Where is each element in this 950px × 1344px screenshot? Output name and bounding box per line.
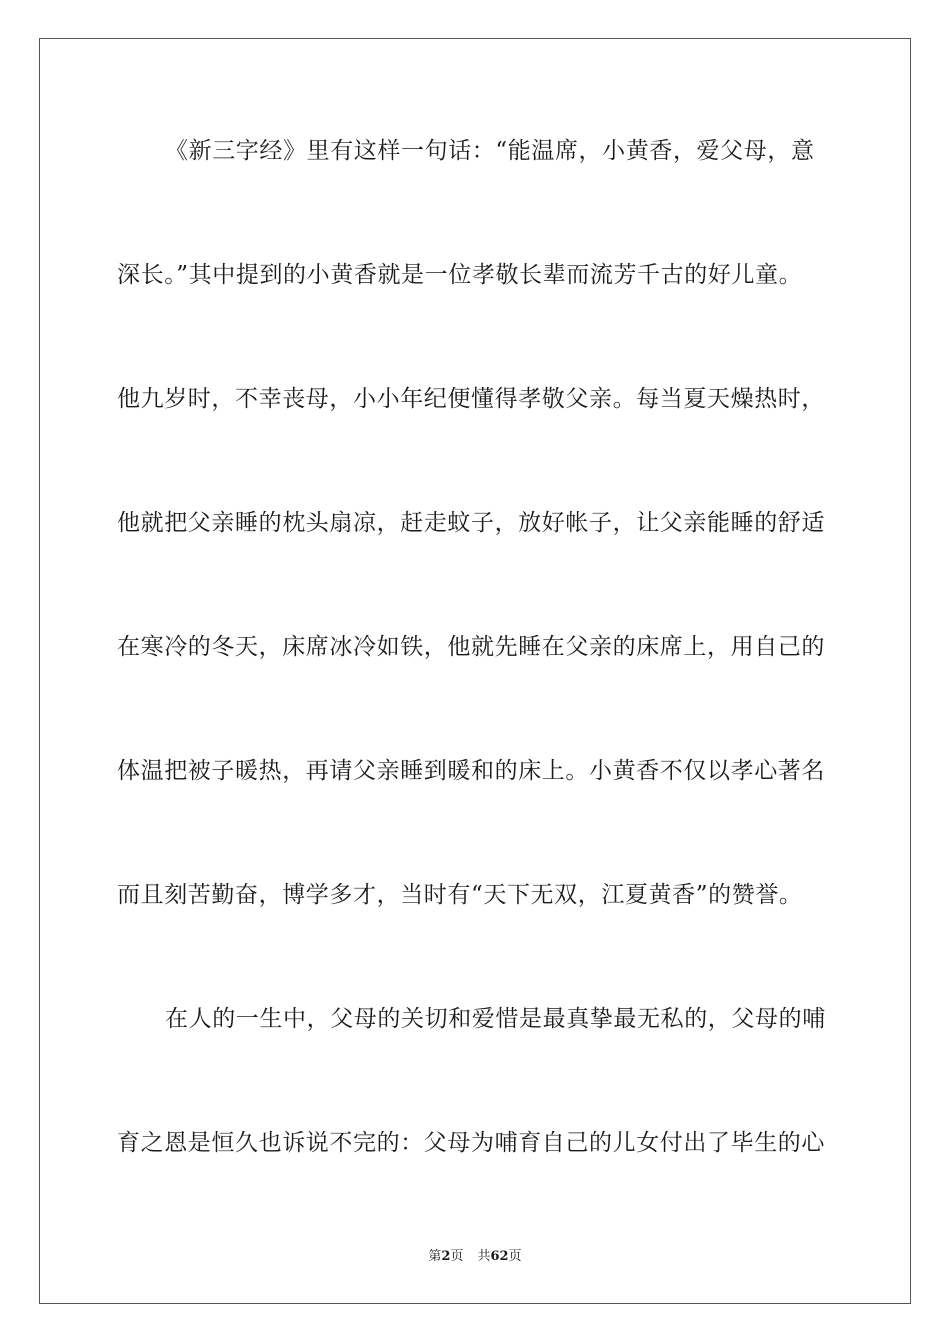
total-prefix: 共 (477, 1249, 491, 1264)
page-footer (0, 1248, 950, 1266)
text-line-2: 深长。”其中提到的小黄香就是一位孝敬长辈而流芳千古的好儿童。 (117, 262, 803, 288)
text-line-8: 在人的一生中，父母的关切和爱惜是最真挚最无私的，父母的哺 (165, 1006, 826, 1032)
page-number: 2 (441, 1249, 451, 1264)
text-line-3: 他九岁时，不幸丧母，小小年纪便懂得孝敬父亲。每当夏天燥热时， (117, 386, 825, 412)
text-line-4: 他就把父亲睡的枕头扇凉，赶走蚊子，放好帐子，让父亲能睡的舒适 (117, 510, 825, 536)
text-line-9: 育之恩是恒久也诉说不完的：父母为哺育自己的儿女付出了毕生的心 (117, 1130, 825, 1156)
page-suffix: 页 (450, 1249, 464, 1264)
page-prefix: 第 (428, 1249, 442, 1264)
text-line-5: 在寒冷的冬天，床席冰冷如铁，他就先睡在父亲的床席上，用自己的 (117, 634, 825, 660)
text-line-7: 而且刻苦勤奋，博学多才，当时有“天下无双，江夏黄香”的赞誉。 (117, 882, 803, 908)
total-pages: 62 (490, 1249, 509, 1264)
total-suffix: 页 (508, 1249, 522, 1264)
text-line-1: 《新三字经》里有这样一句话：“能温席，小黄香，爱父母，意 (165, 138, 815, 164)
text-line-6: 体温把被子暖热，再请父亲睡到暖和的床上。小黄香不仅以孝心著名 (117, 758, 825, 784)
page-border (39, 38, 911, 1304)
